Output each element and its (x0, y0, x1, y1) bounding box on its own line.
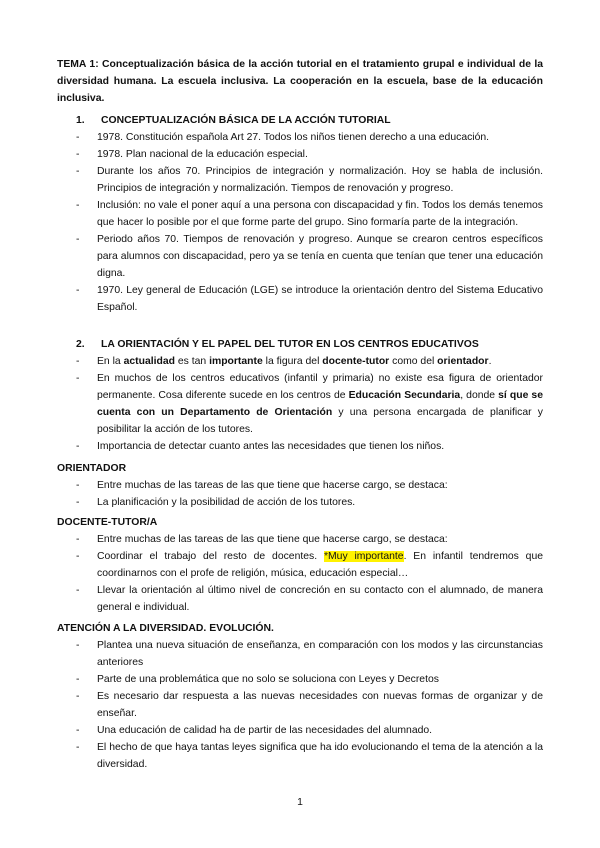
dash-bullet: - (76, 234, 80, 245)
list-item: - Coordinar el trabajo del resto de docentes. *Muy importante. En infantil tendremos que coordinarnos con el profe de religión, música, educación especial… (76, 548, 543, 582)
list-item: - Llevar la orientación al último nivel de concreción en su contacto con el alumnado, de manera general e individual. (76, 582, 543, 616)
list-item: - El hecho de que haya tantas leyes significa que ha ido evolucionando el tema de la atención a la diversidad. (76, 739, 543, 773)
highlighted-note: *Muy importante (323, 551, 404, 562)
dash-bullet: - (76, 132, 80, 143)
dash-bullet: - (76, 356, 80, 367)
section-1-title: CONCEPTUALIZACIÓN BÁSICA DE LA ACCIÓN TUTORIAL (101, 115, 391, 126)
list-item: - La planificación y la posibilidad de acción de los tutores. (76, 494, 543, 511)
list-item: - 1978. Plan nacional de la educación especial. (76, 146, 543, 163)
list-item: - En la actualidad es tan importante la figura del docente-tutor como del orientador. (76, 353, 543, 370)
docente-tutor-list (76, 531, 543, 616)
dash-bullet: - (76, 585, 80, 596)
list-item: - Importancia de detectar cuanto antes las necesidades que tienen los niños. (76, 438, 543, 455)
section-1-list (76, 129, 543, 316)
dash-bullet: - (76, 674, 80, 685)
list-item: - Es necesario dar respuesta a las nuevas necesidades con nuevas formas de organizar y de enseñar. (76, 688, 543, 722)
dash-bullet: - (76, 200, 80, 211)
dash-bullet: - (76, 640, 80, 651)
list-item: - 1970. Ley general de Educación (LGE) se introduce la orientación dentro del Sistema Educativo Español. (76, 282, 543, 316)
list-item: - Entre muchas de las tareas de las que tiene que hacerse cargo, se destaca: (76, 477, 543, 494)
orientador-heading: ORIENTADOR (57, 463, 127, 474)
list-item: - Periodo años 70. Tiempos de renovación y progreso. Aunque se crearon centros específicos para alumnos con discapacidad, pero ya se tenía en cuenta que tenían que tener una educación digna. (76, 231, 543, 282)
dash-bullet: - (76, 480, 80, 491)
dash-bullet: - (76, 441, 80, 452)
dash-bullet: - (76, 285, 80, 296)
section-1-number: 1. (76, 115, 85, 126)
dash-bullet: - (76, 497, 80, 508)
list-item: - Parte de una problemática que no solo se soluciona con Leyes y Decretos (76, 671, 543, 688)
dash-bullet: - (76, 149, 80, 160)
list-item: - Una educación de calidad ha de partir de las necesidades del alumnado. (76, 722, 543, 739)
docente-tutor-heading: DOCENTE-TUTOR/A (57, 517, 158, 528)
dash-bullet: - (76, 534, 80, 545)
section-1-heading (76, 112, 391, 129)
orientador-list (76, 477, 543, 511)
dash-bullet: - (76, 725, 80, 736)
section-2-list (76, 353, 543, 455)
section-2-title: LA ORIENTACIÓN Y EL PAPEL DEL TUTOR EN LOS CENTROS EDUCATIVOS (101, 339, 479, 350)
list-item: - Durante los años 70. Principios de integración y normalización. Hoy se habla de inclusión. Principios de integración y normalización. Tiempos de renovación y progreso. (76, 163, 543, 197)
list-item: - En muchos de los centros educativos (infantil y primaria) no existe esa figura de orientador permanente. Cosa diferente sucede en los centros de Educación Secundaria, donde sí que se cuenta con un Departamento de Orientación y una persona encargada de planificar y posibilitar la acción de los tutores. (76, 370, 543, 438)
section-2-number: 2. (76, 339, 85, 350)
document-title: TEMA 1: Conceptualización básica de la acción tutorial en el tratamiento grupal e individual de la diversidad humana. La escuela inclusiva. La cooperación en la escuela, base de la educación inclusiva. (57, 59, 543, 104)
page-number: 1 (297, 797, 303, 808)
dash-bullet: - (76, 166, 80, 177)
dash-bullet: - (76, 551, 80, 562)
dash-bullet: - (76, 742, 80, 753)
dash-bullet: - (76, 691, 80, 702)
list-item: - Entre muchas de las tareas de las que tiene que hacerse cargo, se destaca: (76, 531, 543, 548)
dash-bullet: - (76, 373, 80, 384)
atencion-diversidad-heading: ATENCIÓN A LA DIVERSIDAD. EVOLUCIÓN. (57, 623, 274, 634)
section-2-heading (76, 336, 479, 353)
list-item: - 1978. Constitución española Art 27. Todos los niños tienen derecho a una educación. (76, 129, 543, 146)
list-item: - Plantea una nueva situación de enseñanza, en comparación con los modos y las circunstancias anteriores (76, 637, 543, 671)
list-item: - Inclusión: no vale el poner aquí a una persona con discapacidad y fin. Todos los demás tenemos que hacer lo posible por el que forme parte del grupo. Sino formaría parte de la integración. (76, 197, 543, 231)
atencion-diversidad-list (76, 637, 543, 773)
